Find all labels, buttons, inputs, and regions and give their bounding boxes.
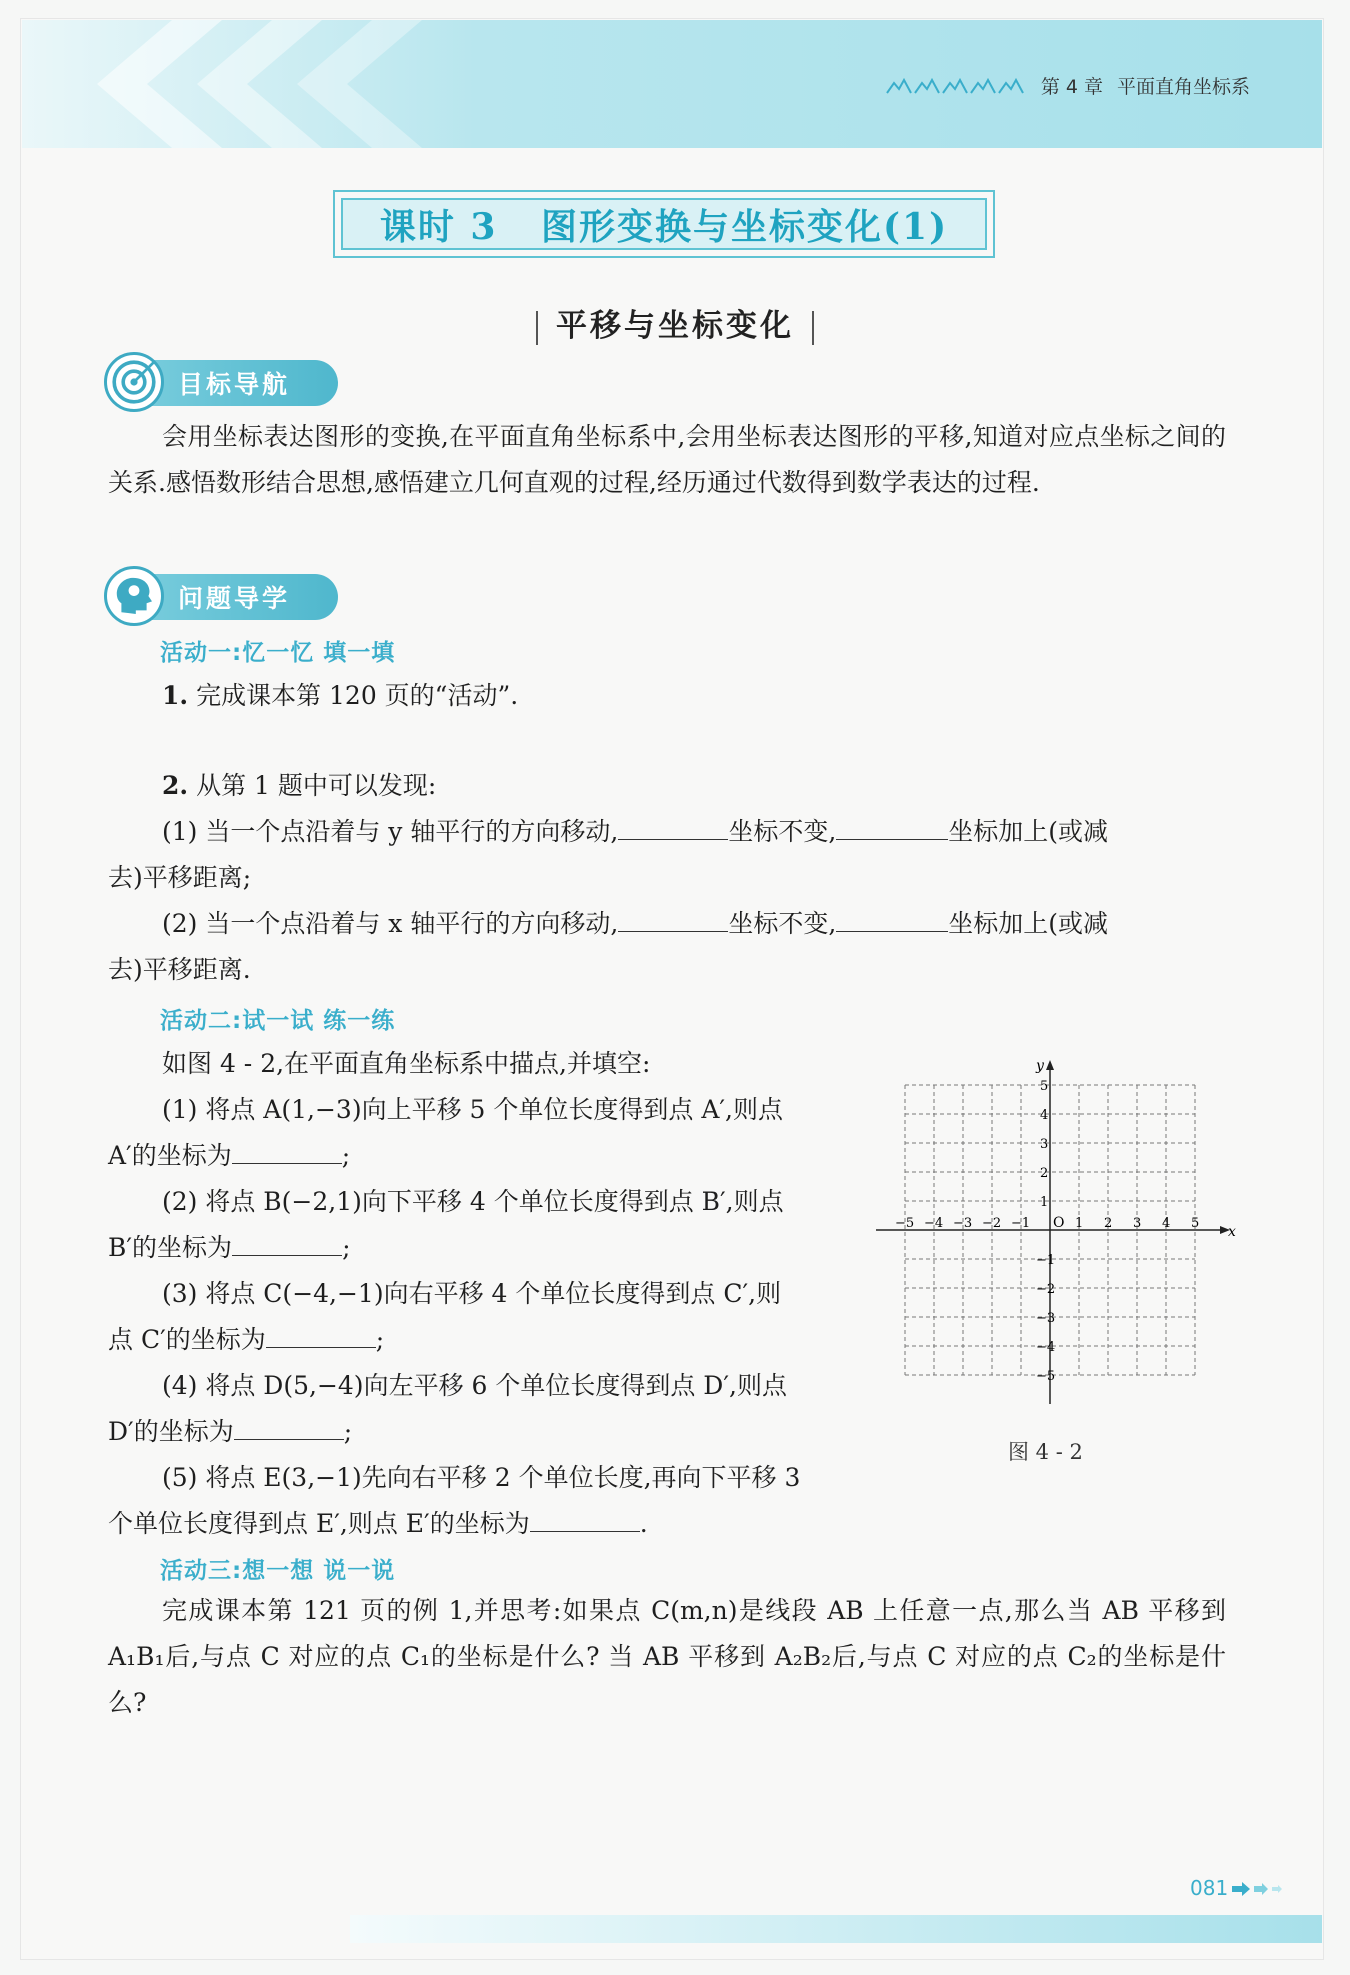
answer-blank[interactable]	[266, 1321, 376, 1348]
q2-1-prefix: (1) 当一个点沿着与 y 轴平行的方向移动,	[162, 817, 619, 846]
y-tick-label: 3	[1040, 1137, 1049, 1152]
section-subtitle	[0, 300, 1350, 345]
subtitle-text: 平移与坐标变化	[556, 308, 794, 344]
item5-label: 个单位长度得到点 E′,则点 E′的坐标为	[108, 1509, 530, 1538]
item2-label: B′的坐标为	[108, 1233, 233, 1262]
item2-end: ;	[342, 1233, 351, 1262]
x-tick-label: −4	[924, 1216, 944, 1231]
y-tick-label: 1	[1040, 1195, 1049, 1210]
y-tick-label: 4	[1040, 1108, 1049, 1123]
figure-caption: 图 4 - 2	[1008, 1440, 1083, 1464]
footer-band	[350, 1915, 1322, 1943]
q2-2-suffix: 坐标加上(或减	[948, 909, 1109, 938]
guide-badge-label: 问题导学	[178, 584, 291, 613]
item4-end: ;	[343, 1417, 353, 1446]
y-tick-label: −4	[1036, 1340, 1056, 1355]
q2-1-mid: 坐标不变,	[728, 817, 837, 846]
goal-text: 会用坐标表达图形的变换,在平面直角坐标系中,会用坐标表达图形的平移,知道对应点坐标之间的关系.感悟数形结合思想,感悟建立几何直观的过程,经历通过代数得到数学表达的过程.	[108, 422, 1226, 497]
item1-label: A′的坐标为	[108, 1141, 232, 1170]
activity2-intro: 如图 4 - 2,在平面直角坐标系中描点,并填空:	[162, 1049, 651, 1078]
q2-2-mid: 坐标不变,	[728, 909, 837, 938]
y-tick-label: 2	[1040, 1166, 1049, 1181]
chapter-title: 平面直角坐标系	[1116, 76, 1250, 98]
x-tick-label: −2	[982, 1216, 1002, 1231]
activity3-text: 完成课本第 121 页的例 1,并思考:如果点 C(m,n)是线段 AB 上任意一点,那么当 AB 平移到 A₁B₁后,与点 C 对应的点 C₁的坐标是什么? 当 AB 平移到 A₂B₂后,与点 C 对应的点 C₂的坐标是什么?	[108, 1596, 1226, 1717]
y-tick-label: −5	[1036, 1369, 1056, 1384]
item5-end: .	[639, 1509, 648, 1538]
y-tick-label: −2	[1036, 1282, 1056, 1297]
answer-blank[interactable]	[530, 1505, 640, 1532]
answer-blank[interactable]	[232, 1229, 342, 1256]
guide-badge	[108, 574, 338, 620]
item1-line1: (1) 将点 A(1,−3)向上平移 5 个单位长度得到点 A′,则点	[162, 1095, 783, 1124]
item4-line2	[108, 1412, 352, 1448]
item1-end: ;	[341, 1141, 351, 1170]
x-tick-label: 2	[1104, 1216, 1113, 1231]
x-tick-label: 5	[1191, 1216, 1200, 1231]
y-tick-label: 5	[1040, 1079, 1049, 1094]
item4-line1: (4) 将点 D(5,−4)向左平移 6 个单位长度得到点 D′,则点	[162, 1371, 787, 1400]
q2-number: 2.	[162, 771, 189, 800]
item3-line2	[108, 1320, 384, 1356]
x-tick-label: 3	[1133, 1216, 1142, 1231]
answer-blank[interactable]	[234, 1413, 344, 1440]
q2-part1	[162, 812, 1108, 848]
question-2	[162, 766, 436, 802]
chapter-number: 第 4 章	[1040, 76, 1103, 98]
head-gear-icon	[104, 566, 164, 626]
chapter-header	[887, 72, 1250, 99]
x-tick-label: −3	[953, 1216, 973, 1231]
coordinate-grid-figure	[885, 1058, 1236, 1400]
item2-line2	[108, 1228, 351, 1264]
activity3-title: 活动三:想一想 说一说	[160, 1558, 396, 1584]
x-tick-label: 4	[1162, 1216, 1171, 1231]
activity1-title: 活动一:忆一忆 填一填	[160, 640, 396, 666]
answer-blank[interactable]	[618, 813, 728, 840]
goal-badge-label: 目标导航	[178, 370, 291, 399]
item3-line1: (3) 将点 C(−4,−1)向右平移 4 个单位长度得到点 C′,则	[162, 1279, 782, 1308]
target-icon	[104, 352, 164, 412]
answer-blank[interactable]	[232, 1137, 342, 1164]
x-tick-label: −5	[895, 1216, 915, 1231]
page-number: 081	[1190, 1876, 1229, 1900]
lesson-title: 课时 3 图形变换与坐标变化(1)	[379, 205, 949, 248]
goal-badge	[108, 360, 338, 406]
chevron-decoration	[22, 20, 622, 148]
q1-number: 1.	[162, 681, 189, 710]
answer-blank[interactable]	[836, 905, 948, 932]
item4-label: D′的坐标为	[108, 1417, 234, 1446]
arrow-right-icon	[1232, 1882, 1292, 1896]
mountain-icon	[887, 77, 1027, 95]
y-tick-label: −3	[1036, 1311, 1056, 1326]
item5-line2	[108, 1504, 648, 1540]
activity2-title: 活动二:试一试 练一练	[160, 1008, 396, 1034]
y-tick-label: −1	[1036, 1253, 1056, 1268]
x-axis-label: x	[1228, 1224, 1236, 1240]
q1-text: 完成课本第 120 页的“活动”.	[196, 681, 519, 710]
item5-line1: (5) 将点 E(3,−1)先向右平移 2 个单位长度,再向下平移 3	[162, 1463, 801, 1492]
q2-text: 从第 1 题中可以发现:	[196, 771, 437, 800]
q2-part1-cont: 去)平移距离;	[108, 863, 252, 892]
answer-blank[interactable]	[836, 813, 948, 840]
y-axis-label: y	[1036, 1058, 1044, 1074]
origin-label: O	[1053, 1215, 1065, 1231]
item3-label: 点 C′的坐标为	[108, 1325, 266, 1354]
q2-part2	[162, 904, 1108, 940]
answer-blank[interactable]	[618, 905, 728, 932]
x-tick-label: 1	[1075, 1216, 1084, 1231]
question-1	[162, 676, 518, 712]
q2-1-suffix: 坐标加上(或减	[948, 817, 1109, 846]
q2-2-prefix: (2) 当一个点沿着与 x 轴平行的方向移动,	[162, 909, 619, 938]
item2-line1: (2) 将点 B(−2,1)向下平移 4 个单位长度得到点 B′,则点	[162, 1187, 784, 1216]
x-tick-label: −1	[1011, 1216, 1031, 1231]
tick-labels	[895, 1058, 1236, 1384]
item1-line2	[108, 1136, 350, 1172]
item3-end: ;	[375, 1325, 385, 1354]
lesson-title-box	[333, 190, 995, 258]
q2-part2-cont: 去)平移距离.	[108, 955, 251, 984]
